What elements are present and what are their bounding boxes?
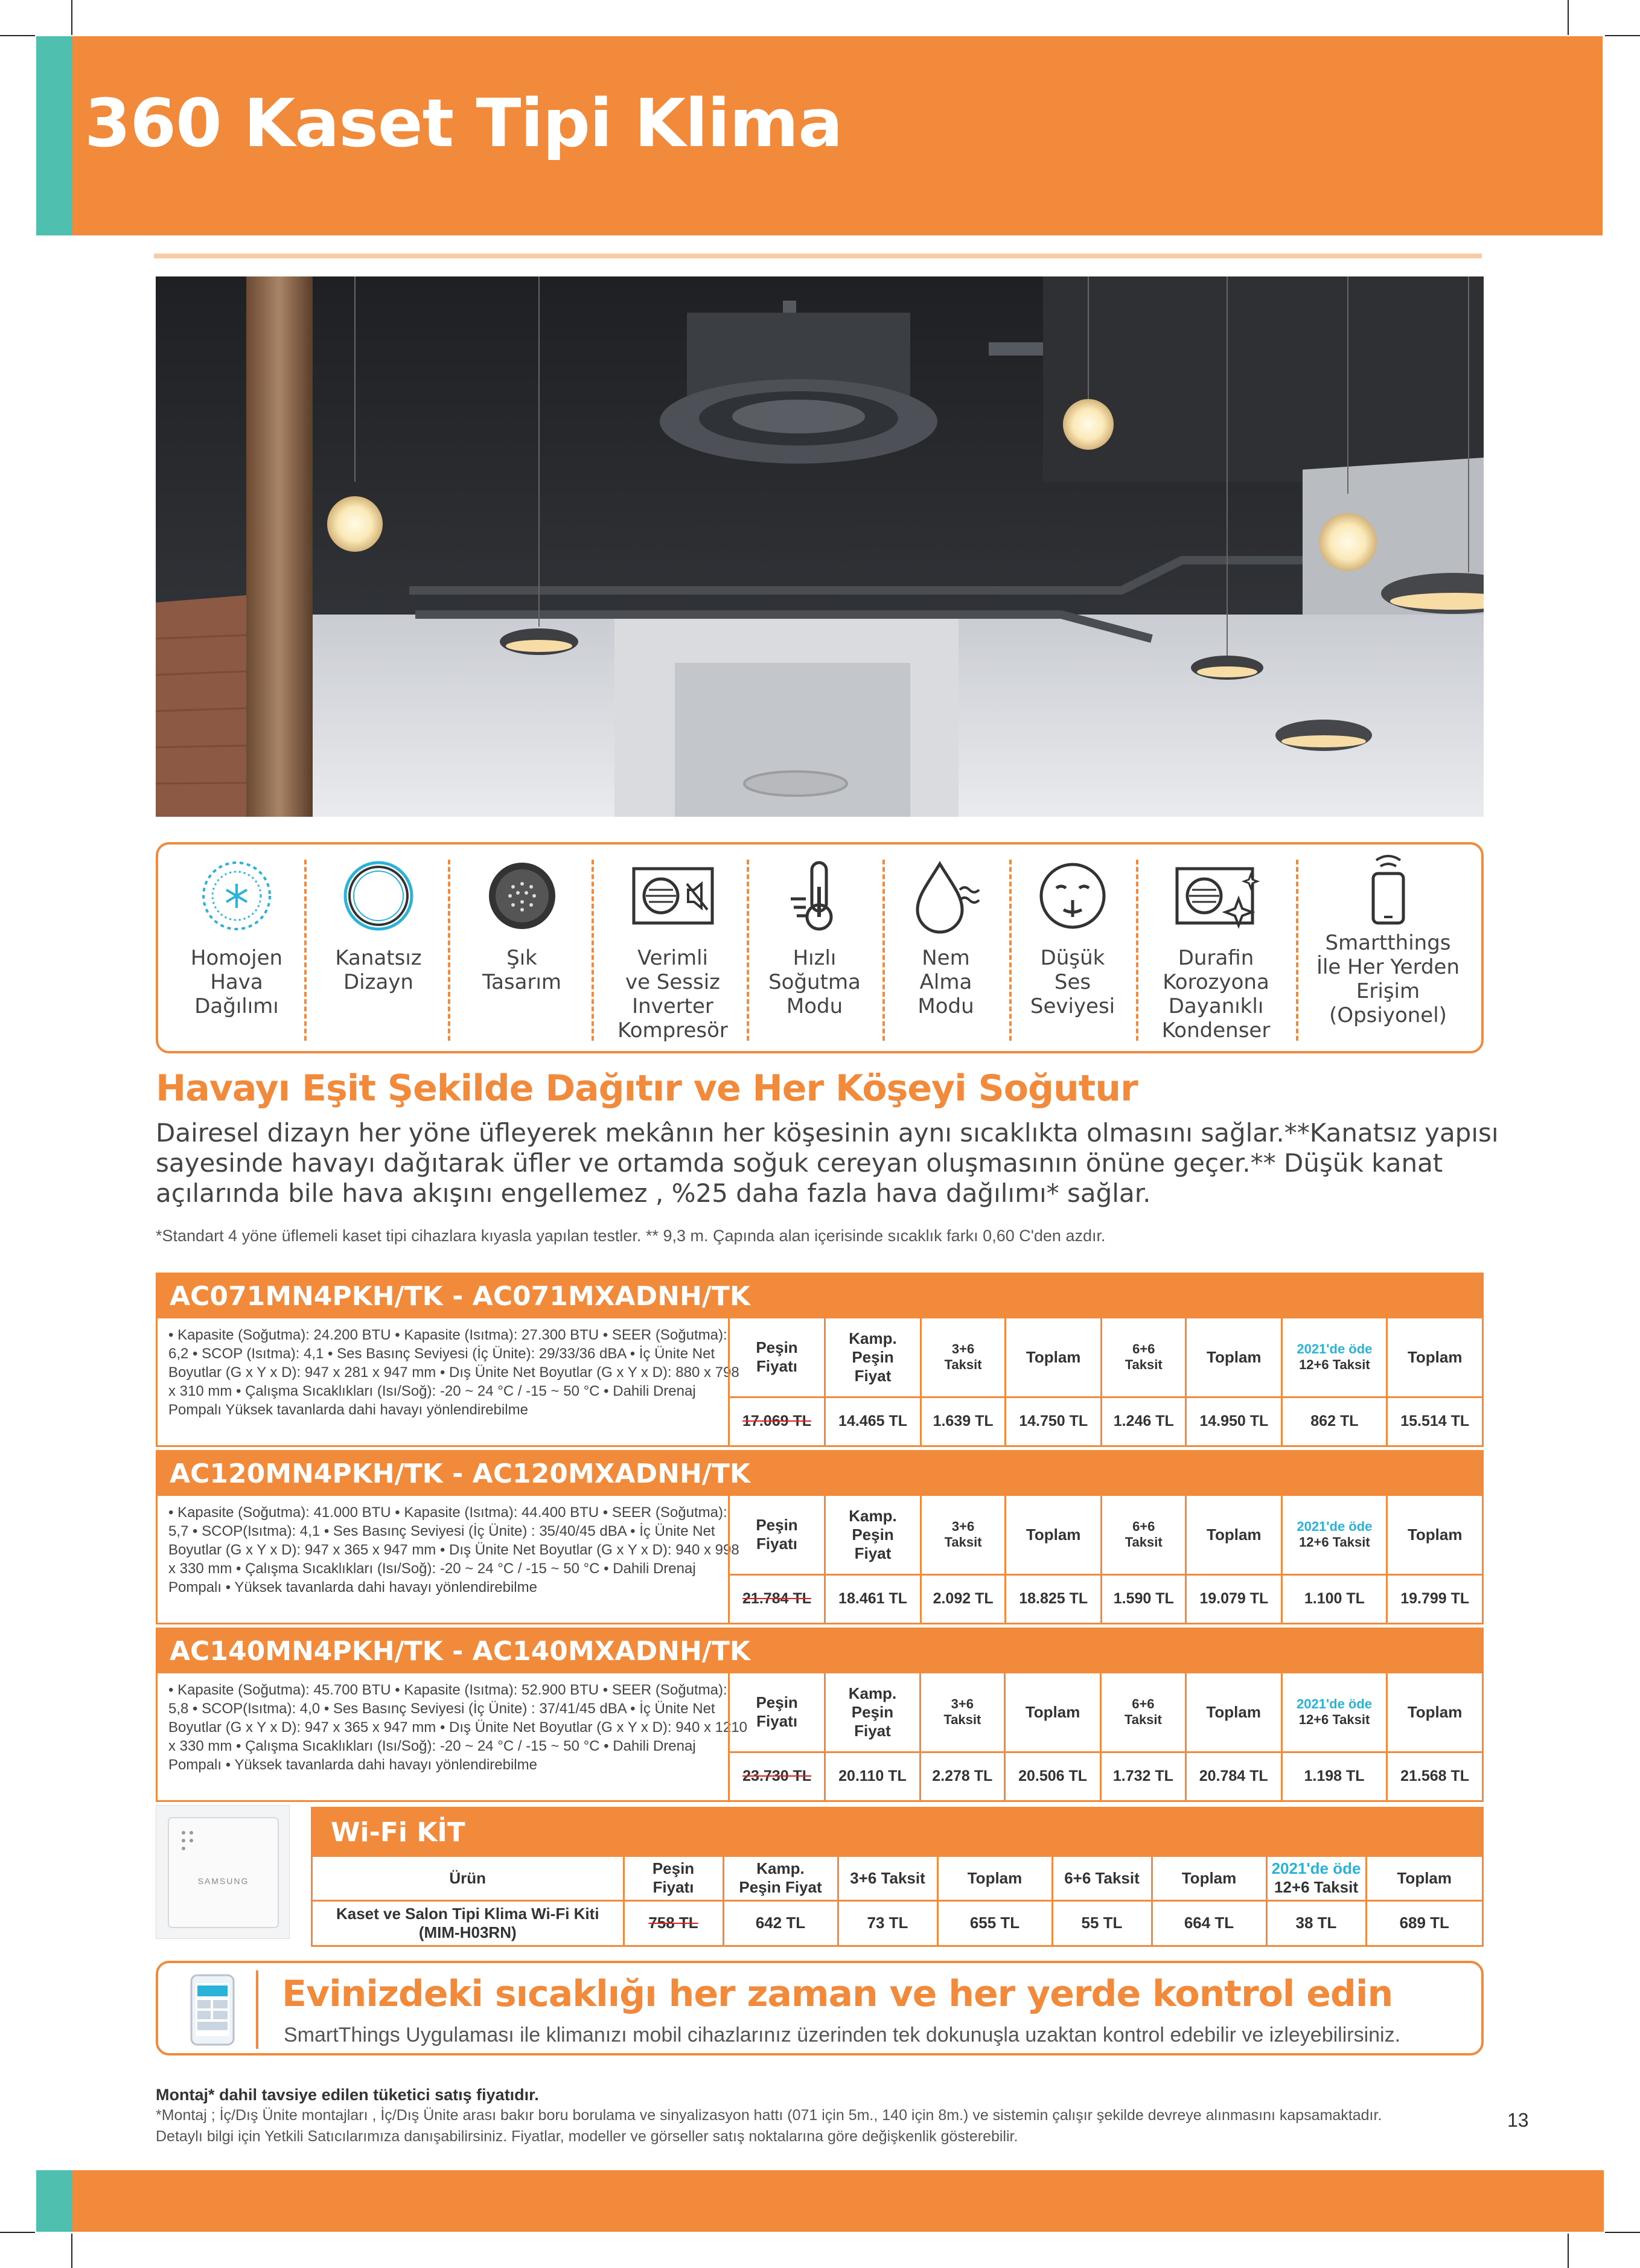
product-block xyxy=(156,1273,1484,1447)
product-specs: • Kapasite (Soğutma): 45.700 BTU • Kapasite (Isıtma): 52.900 BTU • SEER (Soğutma): 5,8 • SCOP(Isıtma): 4,0 • Ses Basınç Seviyesi (İç Ünite) : 37/41/45 dBA • İç Ünite Net Boyutlar (G x Y x D): 947 x 365 x 947 mm • Dış Ünite Net Boyutlar (G x Y x D): 940 x 1210 x 330 mm • Çalışma Sıcaklıkları (Isı/Soğ): -20 ~ 24 °C / -15 ~ 50 °C • Dahili Drenaj Pompalı • Yüksek tavanlarda dahi havayı yönlendirebilme xyxy=(168,1682,748,1773)
feature-item xyxy=(454,857,590,1044)
feature-item xyxy=(1139,857,1293,1044)
price-6plus6: 55 TL xyxy=(1052,1900,1152,1945)
price-cash-old xyxy=(624,1900,723,1945)
price-strikethrough: 23.730 TL xyxy=(742,1768,812,1785)
footer-note: Detaylı bilgi için Yetkili Satıcılarımıza danışabilirsiniz. Fiyatlar, modeller ve görseller satış noktalarına göre değişkenlik gösterebilir. xyxy=(156,2128,1018,2145)
feature-label: Durafin Korozyona Dayanıklı Kondenser xyxy=(1161,946,1271,1043)
price-total: 15.514 TL xyxy=(1387,1397,1482,1445)
pay-2021-label: 2021'de öde xyxy=(1271,1859,1361,1878)
wifi-kit-photo xyxy=(156,1805,290,1939)
header-2021 xyxy=(1281,1673,1386,1752)
price-campaign: 14.465 TL xyxy=(825,1397,921,1445)
header-3plus6: 3+6 Taksit xyxy=(920,1673,1004,1752)
price-3plus6: 2.092 TL xyxy=(921,1574,1006,1623)
price-table xyxy=(728,1318,1482,1445)
section-headline: Havayı Eşit Şekilde Dağıtır ve Her Köşeyi Soğutur xyxy=(156,1067,1138,1110)
feature-divider xyxy=(304,860,307,1041)
feature-item xyxy=(750,857,879,1044)
price-total: 689 TL xyxy=(1366,1900,1482,1945)
crop-mark xyxy=(71,2234,72,2268)
feature-label: Kanatsız Dizayn xyxy=(335,946,422,994)
price-total: 20.506 TL xyxy=(1004,1752,1100,1800)
feature-label: Hızlı Soğutma Modu xyxy=(768,946,861,1018)
feature-item xyxy=(596,857,750,1044)
price-strikethrough: 758 TL xyxy=(648,1914,698,1932)
header-12plus6: 12+6 Taksit xyxy=(1274,1878,1358,1897)
teal-edge-bar xyxy=(36,2170,72,2232)
header-cash: Peşin Fiyatı xyxy=(729,1496,825,1574)
pay-2021-label: 2021'de öde xyxy=(1296,1696,1373,1712)
footer-band xyxy=(72,2170,1604,2232)
header-campaign: Kamp. Peşin Fiyat xyxy=(723,1857,838,1900)
quiet-inverter-icon xyxy=(628,857,718,935)
feature-label: Düşük Ses Seviyesi xyxy=(1030,946,1115,1018)
price-total: 19.799 TL xyxy=(1387,1574,1482,1623)
price-3plus6: 2.278 TL xyxy=(920,1752,1004,1800)
feature-divider xyxy=(1136,860,1138,1041)
price-total: 655 TL xyxy=(937,1900,1052,1945)
wifi-product-name: Kaset ve Salon Tipi Klima Wi-Fi Kiti (MIM-H03RN) xyxy=(313,1900,624,1945)
product-model: AC120MN4PKH/TK - AC120MXADNH/TK xyxy=(158,1452,1482,1496)
feature-label: Smartthings İle Her Yerden Erişim (Opsiyonel) xyxy=(1316,931,1460,1027)
intro-paragraph: Dairesel dizayn her yöne üfleyerek mekânın her köşesinin aynı sıcaklıkta olmasını sağlar.**Kanatsız yapısı sayesinde havayı dağıtarak üfler ve ortamda soğuk cereyan oluşmasının önüne geçer.** Düşük kanat açılarında bile hava akışını engellemez , %25 daha fazla hava dağılımı* sağlar. xyxy=(156,1118,1499,1208)
header-12plus6: 12+6 Taksit xyxy=(1298,1712,1370,1728)
page-number: 13 xyxy=(1507,2109,1529,2131)
water-drop-icon xyxy=(907,857,985,935)
header-total: Toplam xyxy=(1366,1857,1482,1900)
price-total: 664 TL xyxy=(1152,1900,1266,1945)
header-total: Toplam xyxy=(937,1857,1052,1900)
feature-item xyxy=(309,857,448,1044)
price-6plus6: 1.590 TL xyxy=(1102,1574,1186,1623)
thermometer-icon xyxy=(782,857,848,935)
price-total: 14.950 TL xyxy=(1186,1397,1282,1445)
header-total: Toplam xyxy=(1387,1318,1482,1397)
product-model: AC140MN4PKH/TK - AC140MXADNH/TK xyxy=(158,1629,1482,1673)
price-6plus6: 1.246 TL xyxy=(1102,1397,1186,1445)
header-3plus6: 3+6 Taksit xyxy=(921,1318,1006,1397)
crop-mark xyxy=(1568,2234,1569,2268)
header-total: Toplam xyxy=(1387,1673,1482,1752)
feature-divider xyxy=(1296,860,1298,1041)
header-3plus6: 3+6 Taksit xyxy=(838,1857,937,1900)
header-total: Toplam xyxy=(1006,1496,1102,1574)
price-total: 19.079 TL xyxy=(1186,1574,1282,1623)
hero-photo xyxy=(156,276,1484,817)
bladeless-ring-icon xyxy=(339,857,418,935)
header-campaign: Kamp. Peşin Fiyat xyxy=(825,1318,921,1397)
header-3plus6: 3+6 Taksit xyxy=(921,1496,1006,1574)
price-3plus6: 1.639 TL xyxy=(921,1397,1006,1445)
features-panel xyxy=(156,842,1484,1053)
header-total: Toplam xyxy=(1004,1673,1100,1752)
feature-label: Homojen Hava Dağılımı xyxy=(190,946,283,1018)
teal-edge-bar xyxy=(36,36,72,235)
price-total: 18.825 TL xyxy=(1006,1574,1102,1623)
price-campaign: 20.110 TL xyxy=(825,1752,920,1800)
footer-note: *Montaj ; İç/Dış Ünite montajları , İç/Dış Ünite arası bakır boru borulama ve sinyalizasyon hattı (071 için 5m., 140 için 8m.) ve sistemin çalışır şekilde devreye alınmasını kapsamaktadır. xyxy=(156,2107,1382,2124)
header-6plus6: 6+6 Taksit xyxy=(1101,1673,1185,1752)
product-block xyxy=(156,1450,1484,1624)
product-specs: • Kapasite (Soğutma): 24.200 BTU • Kapasite (Isıtma): 27.300 BTU • SEER (Soğutma): 6,2 • SCOP (Isıtma): 4,1 • Ses Basınç Seviyesi (İç Ünite): 29/33/36 dBA • İç Ünite Net Boyutlar (G x Y x D): 947 x 281 x 947 mm • Dış Ünite Net Boyutlar (G x Y x D): 880 x 798 x 310 mm • Çalışma Sıcaklıkları (Isı/Soğ): -20 ~ 24 °C / -15 ~ 50 °C • Dahili Drenaj Pompalı Yüksek tavanlarda dahi havayı yönlendirebilme xyxy=(168,1327,739,1418)
price-cash-old xyxy=(729,1397,825,1445)
price-campaign: 642 TL xyxy=(723,1900,838,1945)
price-cash-old xyxy=(729,1752,825,1800)
price-3plus6: 73 TL xyxy=(838,1900,937,1945)
header-total: Toplam xyxy=(1387,1496,1482,1574)
anti-corrosion-icon xyxy=(1171,857,1262,935)
footer-note-bold: Montaj* dahil tavsiye edilen tüketici satış fiyatıdır. xyxy=(156,2086,539,2104)
price-cash-old xyxy=(729,1574,825,1623)
price-strikethrough: 17.069 TL xyxy=(742,1413,811,1430)
feature-divider xyxy=(1009,860,1012,1041)
price-6plus6: 1.732 TL xyxy=(1101,1752,1185,1800)
price-12plus6: 1.100 TL xyxy=(1282,1574,1387,1623)
product-block xyxy=(156,1628,1484,1802)
header-2021 xyxy=(1282,1318,1387,1397)
price-12plus6: 862 TL xyxy=(1282,1397,1387,1445)
price-strikethrough: 21.784 TL xyxy=(742,1590,811,1608)
price-total: 14.750 TL xyxy=(1006,1397,1102,1445)
crop-mark xyxy=(1605,35,1640,36)
wifi-price-table xyxy=(313,1857,1482,1945)
footnote-standard: *Standart 4 yöne üflemeli kaset tipi cihazlara kıyasla yapılan testler. ** 9,3 m. Çapında alan içerisinde sıcaklık farkı 0,60 C'den azdır. xyxy=(156,1227,1106,1245)
feature-divider xyxy=(592,860,594,1041)
header-cash: Peşin Fiyatı xyxy=(624,1857,723,1900)
pay-2021-label: 2021'de öde xyxy=(1297,1519,1373,1535)
banner-subtitle: SmartThings Uygulaması ile klimanızı mobil cihazlarınız üzerinden tek dokunuşla uzaktan kontrol edebilir ve izleyebilirsiniz. xyxy=(284,2024,1401,2046)
feature-divider xyxy=(882,860,885,1041)
header-cash: Peşin Fiyatı xyxy=(729,1673,825,1752)
feature-label: Şık Tasarım xyxy=(482,946,562,994)
smartthings-banner xyxy=(156,1961,1484,2056)
wifi-kit-title: Wi-Fi KİT xyxy=(313,1809,1482,1857)
feature-label: Nem Alma Modu xyxy=(917,946,974,1018)
price-total: 20.784 TL xyxy=(1185,1752,1281,1800)
header-total: Toplam xyxy=(1185,1673,1281,1752)
price-12plus6: 38 TL xyxy=(1266,1900,1366,1945)
feature-item xyxy=(1012,857,1133,1044)
header-12plus6: 12+6 Taksit xyxy=(1299,1357,1370,1373)
price-12plus6: 1.198 TL xyxy=(1281,1752,1386,1800)
phone-app-icon xyxy=(179,1972,246,2048)
feature-item xyxy=(1299,851,1477,1038)
header-total: Toplam xyxy=(1152,1857,1266,1900)
feature-divider xyxy=(747,860,749,1041)
price-table xyxy=(728,1496,1482,1623)
wifi-kit-brand: SAMSUNG xyxy=(197,1876,249,1886)
price-table xyxy=(728,1673,1482,1800)
product-model: AC071MN4PKH/TK - AC071MXADNH/TK xyxy=(158,1274,1482,1318)
header-campaign: Kamp. Peşin Fiyat xyxy=(825,1496,921,1574)
feature-item xyxy=(164,857,309,1044)
mesh-grille-icon xyxy=(483,857,561,935)
crop-mark xyxy=(0,35,35,36)
feature-label: Verimli ve Sessiz Inverter Kompresör xyxy=(617,946,728,1043)
header-2021 xyxy=(1282,1496,1387,1574)
crop-mark xyxy=(1568,0,1569,35)
airflow-snowflake-icon xyxy=(197,857,276,935)
crop-mark xyxy=(71,0,72,35)
header-cash: Peşin Fiyatı xyxy=(729,1318,825,1397)
page-title: 360 Kaset Tipi Klima xyxy=(85,85,843,162)
wifi-kit-block xyxy=(311,1807,1484,1947)
price-total: 21.568 TL xyxy=(1387,1752,1482,1800)
feature-item xyxy=(885,857,1006,1044)
product-specs: • Kapasite (Soğutma): 41.000 BTU • Kapasite (Isıtma): 44.400 BTU • SEER (Soğutma): 5,7 • SCOP(Isıtma): 4,1 • Ses Basınç Seviyesi (İç Ünite) : 35/40/45 dBA • İç Ünite Net Boyutlar (G x Y x D): 947 x 365 x 947 mm • Dış Ünite Net Boyutlar (G x Y x D): 940 x 998 x 330 mm • Çalışma Sıcaklıkları (Isı/Soğ): -20 ~ 24 °C / -15 ~ 50 °C • Dahili Drenaj Pompalı • Yüksek tavanlarda dahi havayı yönlendirebilme xyxy=(168,1504,739,1596)
header-12plus6: 12+6 Taksit xyxy=(1299,1535,1370,1550)
pay-2021-label: 2021'de öde xyxy=(1297,1341,1373,1357)
header-total: Toplam xyxy=(1186,1496,1282,1574)
header-total: Toplam xyxy=(1186,1318,1282,1397)
header-2021 xyxy=(1266,1857,1366,1900)
header-total: Toplam xyxy=(1006,1318,1102,1397)
quiet-face-icon xyxy=(1033,857,1112,935)
feature-divider xyxy=(448,860,450,1041)
smartphone-wifi-icon xyxy=(1355,851,1421,926)
header-6plus6: 6+6 Taksit xyxy=(1052,1857,1152,1900)
crop-mark xyxy=(0,2232,35,2233)
header-6plus6: 6+6 Taksit xyxy=(1102,1318,1186,1397)
header-campaign: Kamp. Peşin Fiyat xyxy=(825,1673,920,1752)
crop-mark xyxy=(1605,2232,1640,2233)
header-divider xyxy=(154,254,1482,258)
banner-title: Evinizdeki sıcaklığı her zaman ve her yerde kontrol edin xyxy=(282,1973,1393,2015)
banner-divider xyxy=(256,1970,258,2049)
price-campaign: 18.461 TL xyxy=(825,1574,921,1623)
header-6plus6: 6+6 Taksit xyxy=(1102,1496,1186,1574)
header-product: Ürün xyxy=(449,1868,487,1887)
